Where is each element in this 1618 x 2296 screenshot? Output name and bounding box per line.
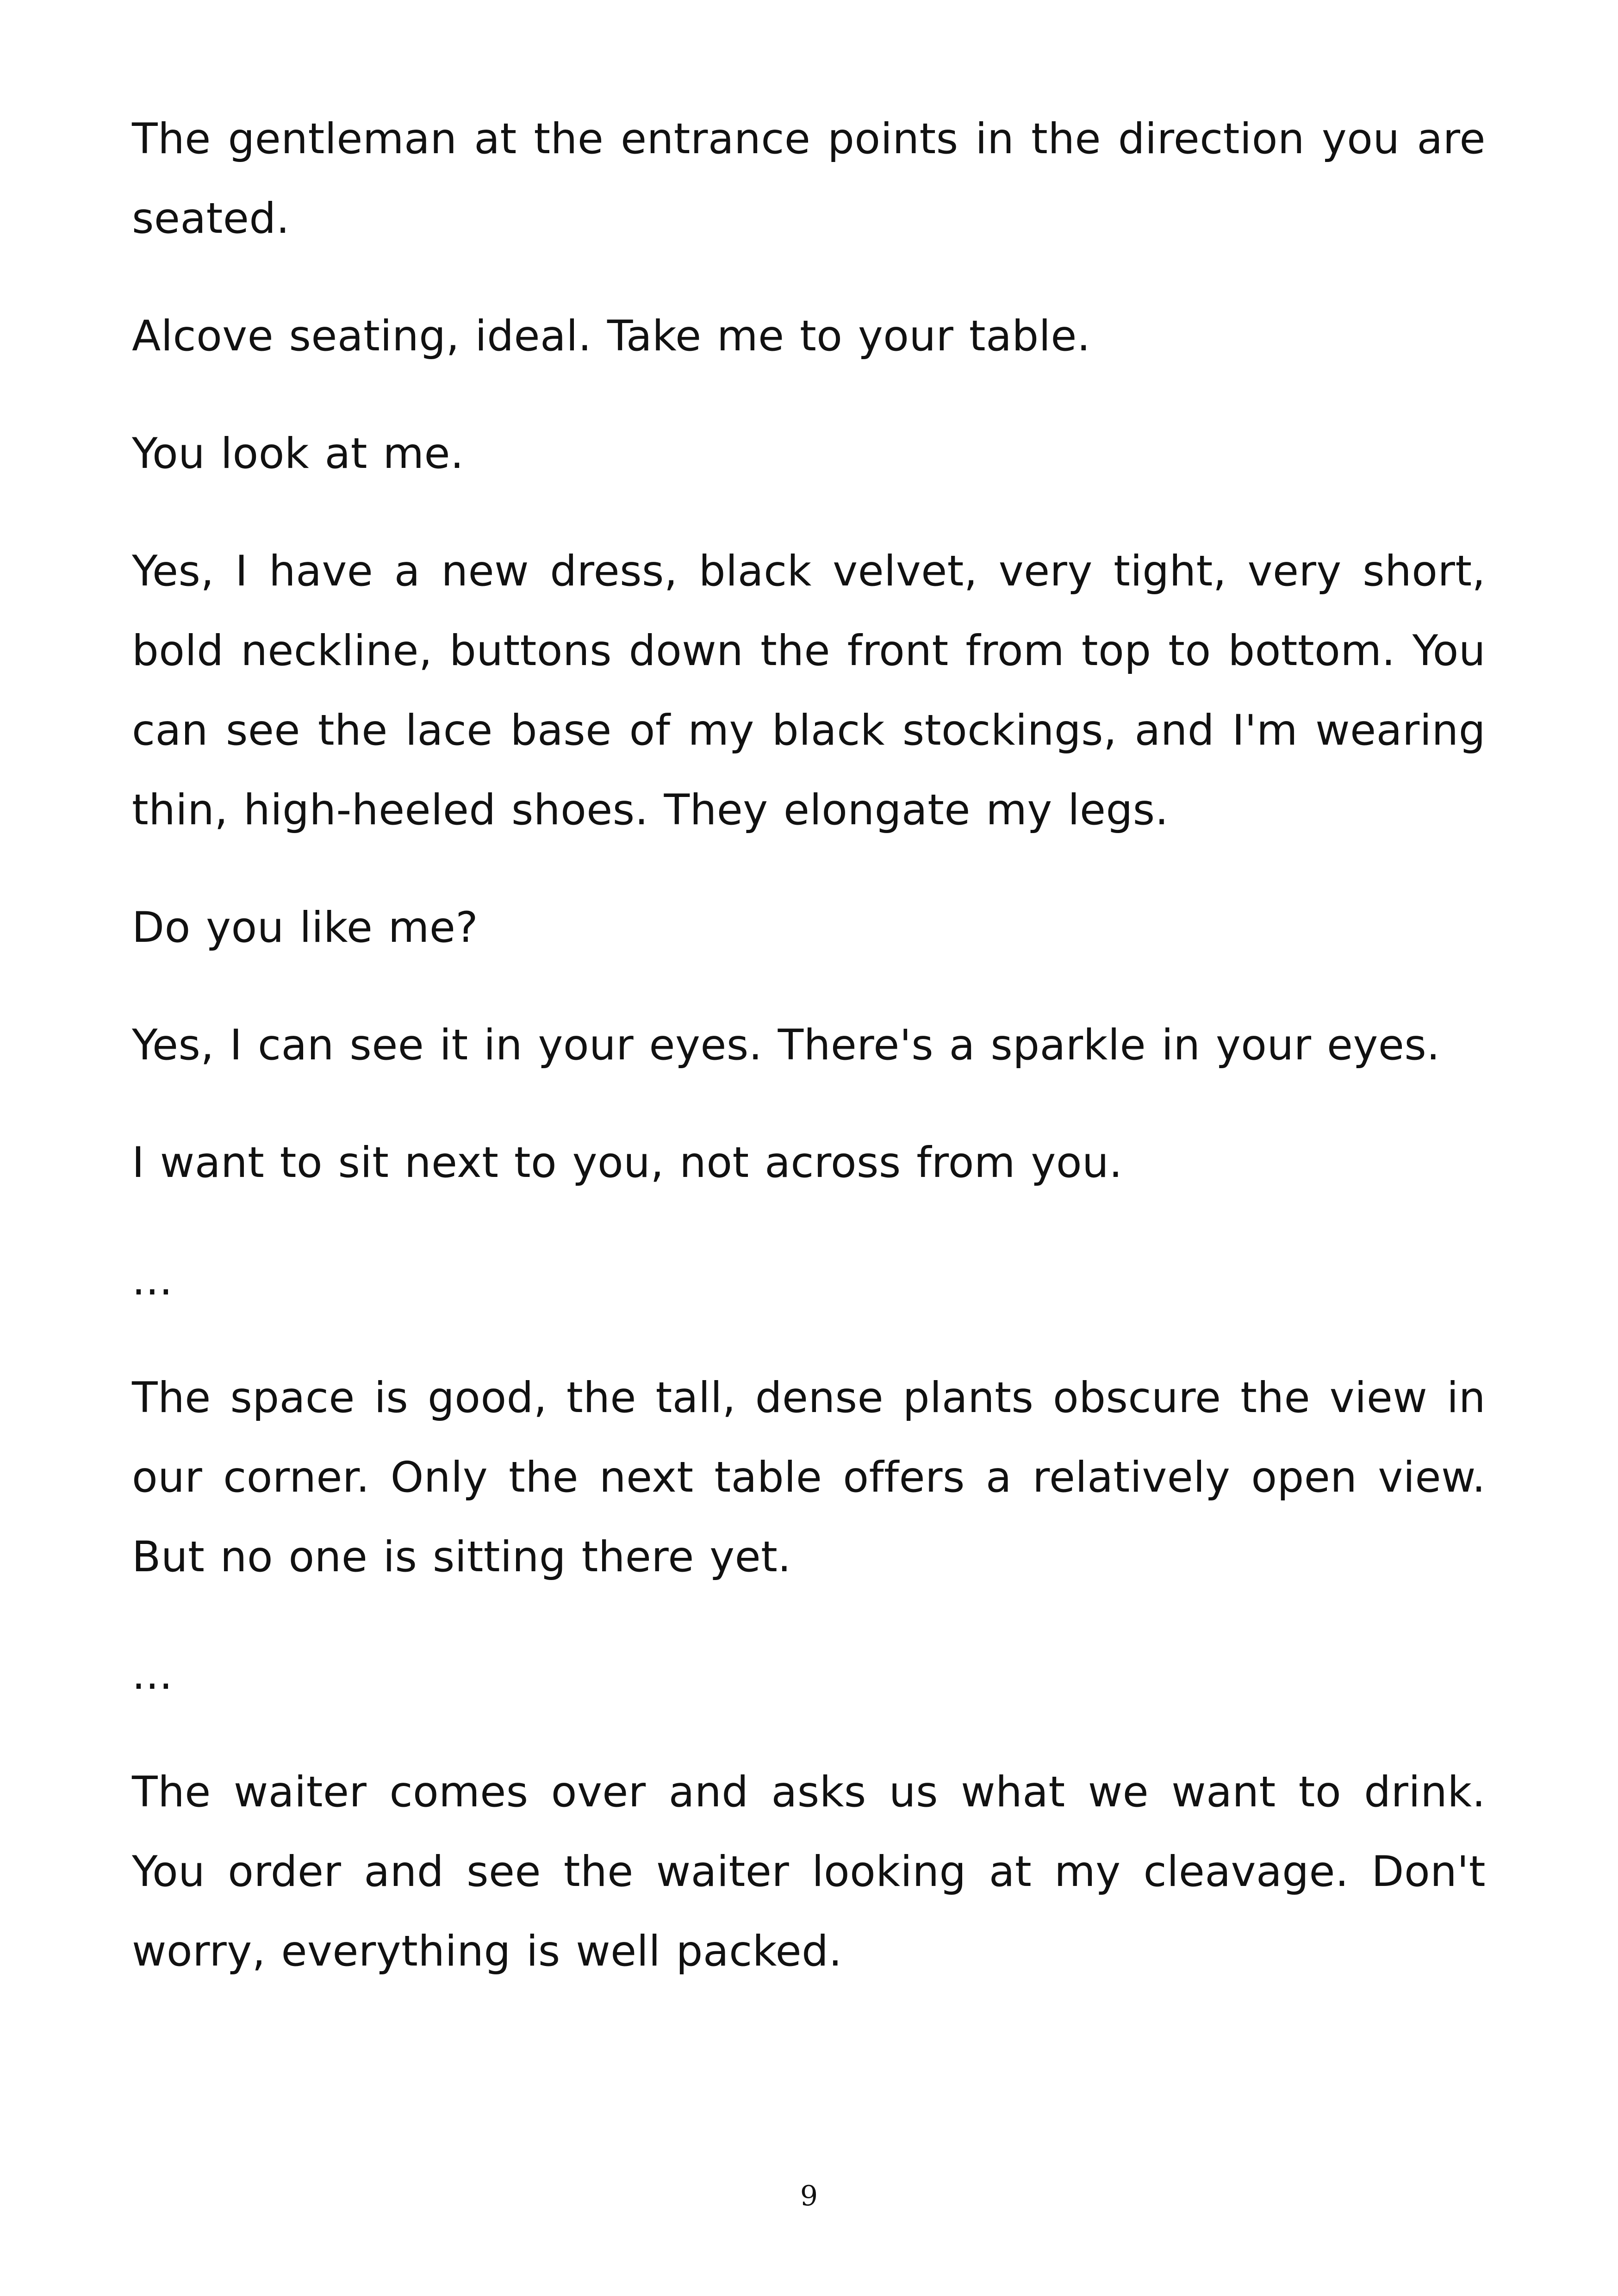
paragraph: Do you like me? bbox=[132, 903, 479, 952]
paragraph: I want to sit next to you, not across from you. bbox=[132, 1139, 1123, 1187]
page-number: 9 bbox=[800, 2180, 818, 2212]
body-text bbox=[132, 100, 1486, 2029]
paragraph: Alcove seating, ideal. Take me to your table. bbox=[132, 312, 1091, 361]
paragraph: Yes, I have a new dress, black velvet, very tight, very short, bold neckline, buttons down the front from top to bottom. You can see the lace base of my black stockings, and I'm wearing thin, high-heeled shoes. They elongate my legs. bbox=[132, 547, 1486, 834]
paragraph: The gentleman at the entrance points in the direction you are seated. bbox=[132, 115, 1486, 243]
scene-break: ... bbox=[132, 1256, 173, 1305]
paragraph: Yes, I can see it in your eyes. There's a sparkle in your eyes. bbox=[132, 1021, 1440, 1070]
scene-break: ... bbox=[132, 1650, 173, 1699]
paragraph: The waiter comes over and asks us what we want to drink. You order and see the waiter looking at my cleavage. Don't worry, everything is well packed. bbox=[132, 1768, 1486, 1976]
paragraph: You look at me. bbox=[132, 429, 464, 478]
paragraph: The space is good, the tall, dense plants obscure the view in our corner. Only the next table offers a relatively open view. But no one is sitting there yet. bbox=[132, 1374, 1486, 1581]
